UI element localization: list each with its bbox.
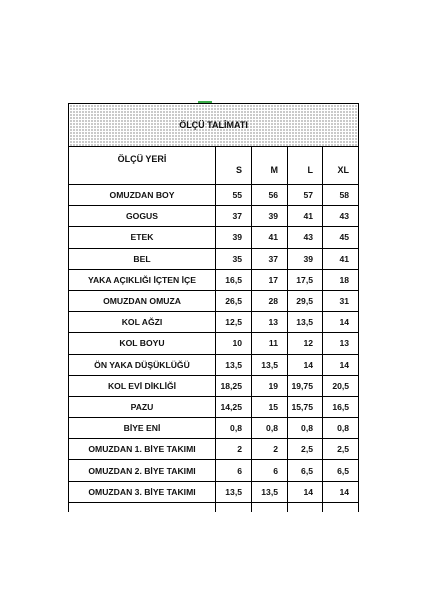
measurement-value: 2 <box>216 439 252 460</box>
measurement-value: 39 <box>216 227 252 248</box>
measurement-label: OMUZDAN 2. BİYE TAKIMI <box>69 460 216 481</box>
measurement-value: 14 <box>288 481 323 502</box>
measurement-label: GOGUS <box>69 206 216 227</box>
table-row <box>69 439 359 460</box>
measurement-label: OMUZDAN BOY <box>69 185 216 206</box>
measurement-value: 18,25 <box>216 375 252 396</box>
table-row <box>69 396 359 417</box>
table-row <box>69 248 359 269</box>
measurement-value: 13 <box>252 312 288 333</box>
measurement-label: YAKA AÇIKLIĞI İÇTEN İÇE <box>69 269 216 290</box>
table-row <box>69 185 359 206</box>
measurement-value: 12,5 <box>216 312 252 333</box>
empty-cell <box>288 502 323 512</box>
measurement-value: 39 <box>252 206 288 227</box>
empty-cell <box>69 502 216 512</box>
measurement-label: BEL <box>69 248 216 269</box>
measurement-value: 58 <box>323 185 359 206</box>
measurement-value: 14 <box>323 481 359 502</box>
empty-cell <box>323 502 359 512</box>
measurement-value: 6 <box>252 460 288 481</box>
measurement-label: BİYE ENİ <box>69 418 216 439</box>
table-row <box>69 290 359 311</box>
measurement-value: 29,5 <box>288 290 323 311</box>
measurement-value: 15,75 <box>288 396 323 417</box>
measurement-value: 16,5 <box>216 269 252 290</box>
measurement-value: 13 <box>323 333 359 354</box>
size-chart-table <box>68 103 359 512</box>
size-s-header: S <box>216 147 252 185</box>
measurement-value: 26,5 <box>216 290 252 311</box>
measurement-value: 41 <box>323 248 359 269</box>
measurement-label: ÖN YAKA DÜŞÜKLÜĞÜ <box>69 354 216 375</box>
measurement-value: 35 <box>216 248 252 269</box>
measurement-label: KOL BOYU <box>69 333 216 354</box>
table-title-text: ÖLÇÜ TALİMATI <box>179 120 248 130</box>
measurement-value: 17,5 <box>288 269 323 290</box>
header-row <box>69 147 359 185</box>
measurement-value: 14 <box>288 354 323 375</box>
measurement-value: 41 <box>252 227 288 248</box>
table-row <box>69 227 359 248</box>
empty-cell <box>252 502 288 512</box>
measurement-value: 13,5 <box>216 481 252 502</box>
measurement-value: 13,5 <box>252 481 288 502</box>
measurement-label: KOL EVİ DİKLİĞİ <box>69 375 216 396</box>
size-l-header: L <box>288 147 323 185</box>
measurement-value: 0,8 <box>252 418 288 439</box>
measurement-value: 37 <box>252 248 288 269</box>
measurement-value: 43 <box>323 206 359 227</box>
measurement-value: 0,8 <box>323 418 359 439</box>
measurement-value: 6,5 <box>323 460 359 481</box>
measurement-value: 14 <box>323 354 359 375</box>
measurement-label: OMUZDAN 1. BİYE TAKIMI <box>69 439 216 460</box>
measurement-label: KOL AĞZI <box>69 312 216 333</box>
measurement-value: 14,25 <box>216 396 252 417</box>
measurement-value: 2,5 <box>323 439 359 460</box>
measurement-value: 13,5 <box>216 354 252 375</box>
measurement-value: 10 <box>216 333 252 354</box>
trailing-row <box>69 502 359 512</box>
measurement-label: OMUZDAN OMUZA <box>69 290 216 311</box>
measurement-value: 6 <box>216 460 252 481</box>
table-row <box>69 206 359 227</box>
size-xl-header: XL <box>323 147 359 185</box>
measurement-value: 0,8 <box>216 418 252 439</box>
table-row <box>69 460 359 481</box>
measurement-value: 20,5 <box>323 375 359 396</box>
measurement-value: 17 <box>252 269 288 290</box>
measurement-value: 55 <box>216 185 252 206</box>
measurement-value: 2,5 <box>288 439 323 460</box>
measurement-value: 37 <box>216 206 252 227</box>
measurement-value: 56 <box>252 185 288 206</box>
measurement-value: 43 <box>288 227 323 248</box>
table-row <box>69 333 359 354</box>
measurement-label: PAZU <box>69 396 216 417</box>
measurement-value: 13,5 <box>288 312 323 333</box>
measurement-value: 2 <box>252 439 288 460</box>
table-row <box>69 312 359 333</box>
measurement-value: 41 <box>288 206 323 227</box>
measurement-label: OMUZDAN 3. BİYE TAKIMI <box>69 481 216 502</box>
table-title <box>69 104 359 147</box>
title-row <box>69 104 359 147</box>
measurement-value: 31 <box>323 290 359 311</box>
measurement-value: 45 <box>323 227 359 248</box>
measurement-value: 15 <box>252 396 288 417</box>
measurement-value: 6,5 <box>288 460 323 481</box>
measurement-value: 16,5 <box>323 396 359 417</box>
measurement-place-header: ÖLÇÜ YERİ <box>69 147 216 185</box>
measurement-value: 19 <box>252 375 288 396</box>
measurement-value: 14 <box>323 312 359 333</box>
empty-cell <box>216 502 252 512</box>
table-row <box>69 269 359 290</box>
table-row <box>69 375 359 396</box>
measurement-value: 13,5 <box>252 354 288 375</box>
table-row <box>69 481 359 502</box>
measurement-value: 39 <box>288 248 323 269</box>
measurement-value: 19,75 <box>288 375 323 396</box>
table-row <box>69 418 359 439</box>
measurement-label: ETEK <box>69 227 216 248</box>
measurement-value: 11 <box>252 333 288 354</box>
measurement-value: 12 <box>288 333 323 354</box>
table-row <box>69 354 359 375</box>
measurement-value: 57 <box>288 185 323 206</box>
measurement-value: 28 <box>252 290 288 311</box>
measurement-value: 0,8 <box>288 418 323 439</box>
measurement-value: 18 <box>323 269 359 290</box>
size-m-header: M <box>252 147 288 185</box>
